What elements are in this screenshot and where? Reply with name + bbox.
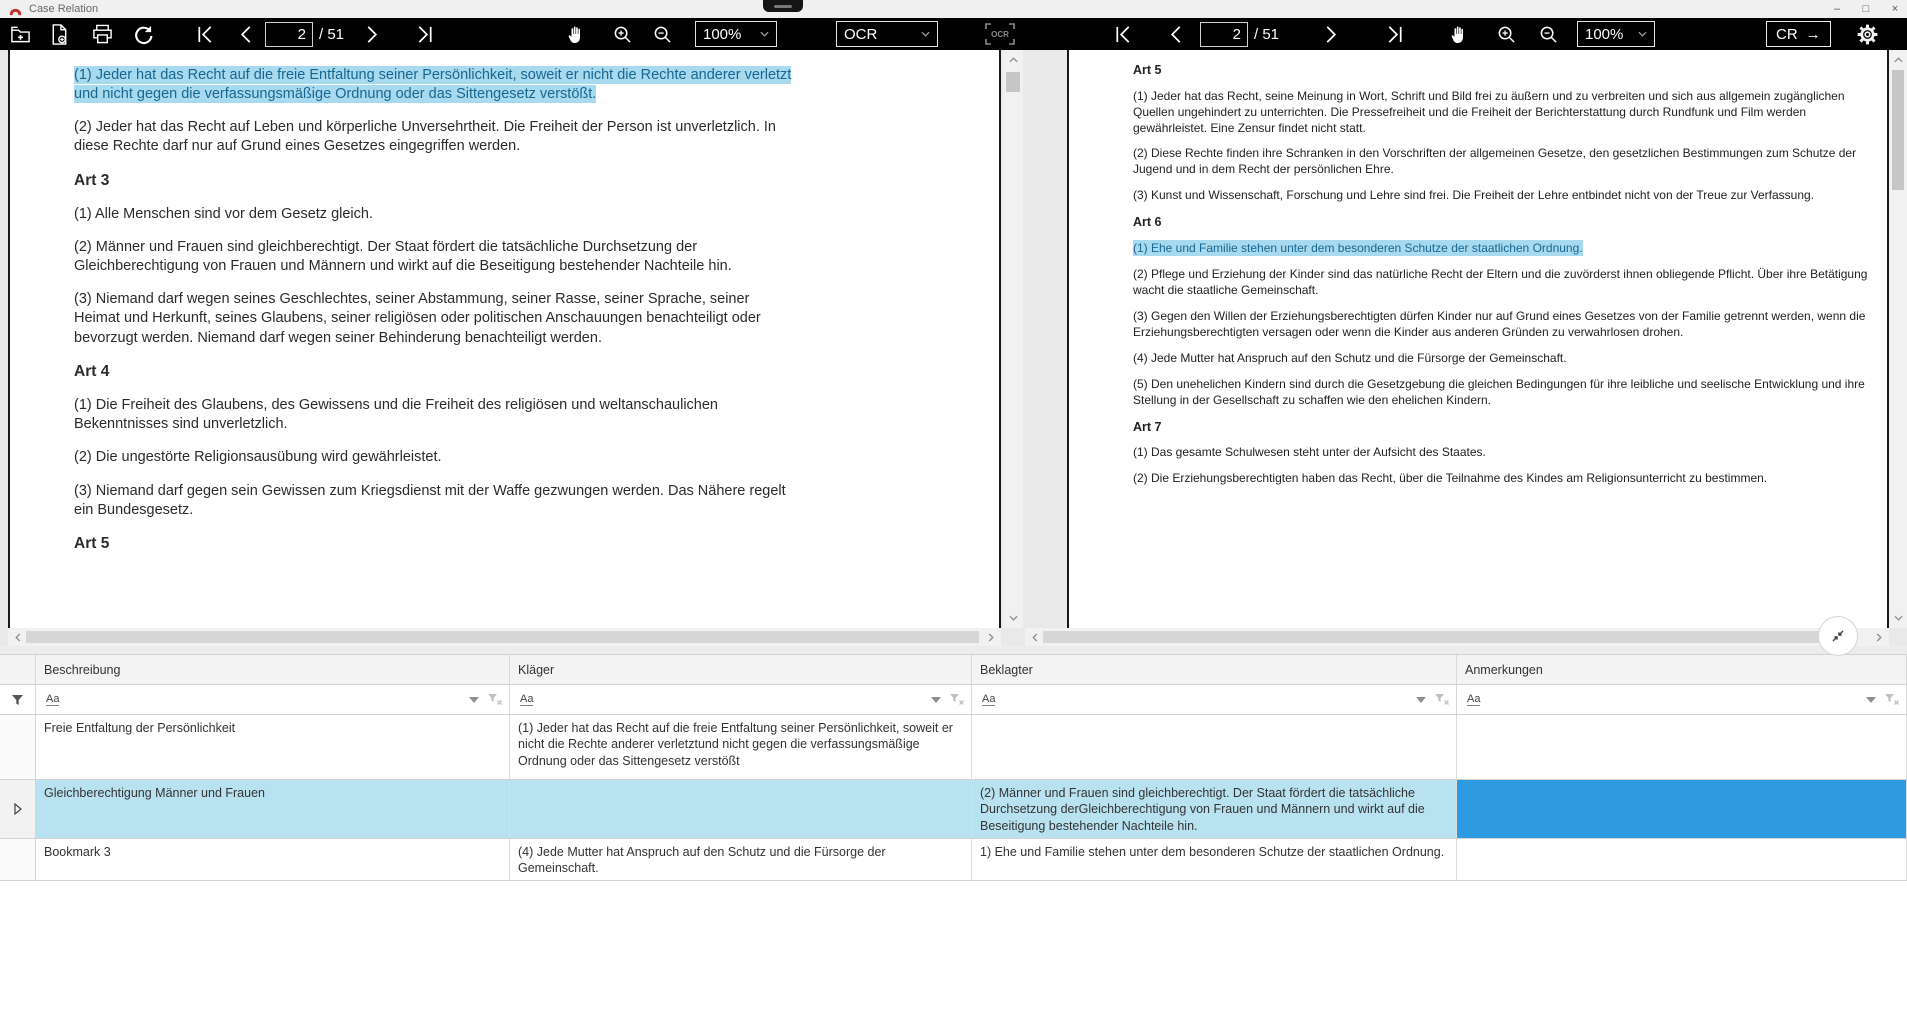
ocr-select[interactable]: OCR	[836, 18, 938, 50]
document-paragraph: (2) Die Erziehungsberechtigten haben das Recht, über die Teilnahme des Kindes am Religionsunterricht zu bestimmen.	[1133, 471, 1768, 486]
window-title: Case Relation	[29, 3, 99, 15]
prev-page-button[interactable]	[238, 18, 252, 50]
match-case-label[interactable]: Aa	[1467, 692, 1481, 705]
document-paragraph: (2) Pflege und Erziehung der Kinder sind das natürliche Recht der Eltern und die zuvörderst ihnen obliegende Pflicht. Über ihre Betätigung wacht die staatliche Gemeinschaft.	[1133, 266, 1868, 297]
last-page-button-right[interactable]	[1385, 18, 1405, 50]
document-paragraph: (2) Männer und Frauen sind gleichberechtigt. Der Staat fördert die tatsächliche Durchsetzung der Gleichberechtigung von Frauen und Männern und wirkt auf die Beseitigung bestehender Nachteile hin.	[74, 239, 732, 275]
print-button[interactable]	[92, 18, 113, 50]
right-hscroll-thumb[interactable]	[1043, 631, 1819, 643]
current-row-marker-icon	[14, 803, 22, 815]
column-filter[interactable]	[510, 685, 972, 714]
column-header[interactable]	[510, 655, 972, 684]
arrow-right-icon: →	[1805, 25, 1821, 43]
filter-dropdown-icon[interactable]	[469, 697, 479, 703]
left-hscroll-thumb[interactable]	[26, 631, 979, 643]
document-paragraph: (3) Gegen den Willen der Erziehungsberechtigten dürfen Kinder nur auf Grund eines Gesetzes von der Familie getrennt werden, wenn die Erziehungsberechtigten versagen oder wenn die Kinder aus anderen Gründen zu verwahrlosen drohen.	[1133, 308, 1866, 339]
pan-tool-button-right[interactable]	[1448, 18, 1468, 50]
document-paragraph: (1) Das gesamte Schulwesen steht unter der Aufsicht des Staates.	[1133, 445, 1486, 460]
cell-beschreibung[interactable]: Gleichberechtigung Männer und Frauen	[36, 780, 510, 838]
page-total-label: / 51	[319, 25, 345, 43]
prev-page-button-right[interactable]	[1168, 18, 1182, 50]
right-vscroll-thumb[interactable]	[1892, 70, 1904, 190]
header-gutter	[0, 655, 36, 684]
zoom-select-right[interactable]: 100%	[1577, 18, 1655, 50]
main-toolbar	[0, 18, 1907, 50]
document-paragraph: Art 5	[74, 534, 110, 552]
row-gutter[interactable]	[0, 715, 36, 779]
right-document-body	[1133, 62, 1875, 487]
cell-klaeger[interactable]	[510, 780, 972, 838]
chevron-down-icon	[1638, 31, 1647, 37]
table-row[interactable]	[0, 839, 1907, 882]
page-total-label-right: / 51	[1254, 25, 1280, 43]
relations-table	[0, 654, 1907, 881]
column-header-label: Anmerkungen	[1465, 662, 1543, 677]
document-paragraph: (2) Jeder hat das Recht auf Leben und körperliche Unversehrtheit. Die Freiheit der Person ist unverletzlich. In diese Rechte darf nur auf Grund eines Gesetzes eingegriffen werden.	[74, 119, 776, 155]
scroll-right-icon[interactable]	[1871, 629, 1887, 645]
refresh-button[interactable]	[132, 18, 154, 50]
settings-button[interactable]	[1856, 18, 1879, 50]
column-header[interactable]	[972, 655, 1457, 684]
svg-text:OCR: OCR	[991, 30, 1009, 39]
close-button[interactable]: ×	[1891, 3, 1899, 15]
column-header-label: Beschreibung	[44, 662, 121, 677]
zoom-out-button[interactable]	[653, 18, 672, 50]
title-bar	[0, 0, 1907, 18]
document-paragraph: (4) Jede Mutter hat Anspruch auf den Schutz und die Fürsorge der Gemeinschaft.	[1133, 350, 1567, 365]
chevron-down-icon	[760, 31, 769, 37]
scroll-right-icon[interactable]	[983, 629, 999, 645]
filter-gutter	[0, 685, 36, 714]
add-document-button[interactable]	[10, 18, 31, 50]
left-vscroll-thumb[interactable]	[1006, 72, 1020, 92]
zoom-in-button-right[interactable]	[1497, 18, 1516, 50]
cell-beklagter[interactable]: (2) Männer und Frauen sind gleichberechtigt. Der Staat fördert die tatsächliche Durchsetzung derGleichberechtigung von Frauen und Männern und wirkt auf die Beseitigung bestehender Nachteile hin.	[972, 780, 1457, 838]
filter-dropdown-icon[interactable]	[1416, 697, 1426, 703]
open-document-button[interactable]	[50, 18, 68, 50]
cell-anmerkungen[interactable]	[1457, 839, 1907, 881]
table-header-row	[0, 655, 1907, 685]
filter-dropdown-icon[interactable]	[1866, 697, 1876, 703]
maximize-button[interactable]: □	[1862, 3, 1870, 15]
right-vertical-scrollbar[interactable]	[1889, 50, 1907, 628]
document-paragraph: (5) Den unehelichen Kindern sind durch die Gesetzgebung die gleichen Bedingungen für ihre leibliche und seelische Entwicklung und ihre Stellung in der Gesellschaft zu schaffen wie den ehelichen Kindern.	[1133, 376, 1865, 407]
zoom-select[interactable]: 100%	[695, 18, 777, 50]
right-document-page[interactable]	[1067, 50, 1889, 628]
document-paragraph: (1) Alle Menschen sind vor dem Gesetz gleich.	[74, 205, 373, 222]
row-gutter[interactable]	[0, 839, 36, 881]
next-page-button[interactable]	[366, 18, 380, 50]
document-paragraph: (1) Die Freiheit des Glaubens, des Gewissens und die Freiheit des religiösen und weltanschaulichen Bekenntnisses sind unverletzlich.	[74, 397, 718, 433]
first-page-button-right[interactable]	[1113, 18, 1133, 50]
document-paragraph: Art 4	[74, 362, 110, 380]
document-area	[0, 50, 1907, 646]
cell-beschreibung[interactable]: Bookmark 3	[36, 839, 510, 881]
cr-button[interactable]: CR →	[1766, 18, 1831, 50]
cell-klaeger[interactable]: (1) Jeder hat das Recht auf die freie Entfaltung seiner Persönlichkeit, soweit er nicht die Rechte anderer verletztund nicht gegen die verfassungsmäßige Ordnung oder das Sittengesetz verstößt	[510, 715, 972, 779]
filter-dropdown-icon[interactable]	[931, 697, 941, 703]
column-header[interactable]	[1457, 655, 1907, 684]
document-paragraph: (1) Jeder hat das Recht, seine Meinung in Wort, Schrift und Bild frei zu äußern und zu verbreiten und sich aus allgemein zugänglichen Quellen ungehindert zu unterrichten. Die Pressefreiheit und die Freiheit der Berichterstattung durch Rundfunk und Film werden gewährleistet. Eine Zensur findet nicht statt.	[1133, 88, 1845, 135]
table-row[interactable]	[0, 715, 1907, 780]
column-header-label: Beklagter	[980, 662, 1033, 677]
cell-anmerkungen[interactable]	[1457, 715, 1907, 779]
cell-klaeger[interactable]: (4) Jede Mutter hat Anspruch auf den Schutz und die Fürsorge der Gemeinschaft.	[510, 839, 972, 881]
column-filter[interactable]	[1457, 685, 1907, 714]
table-filter-row	[0, 685, 1907, 715]
left-viewer-pane	[0, 50, 1023, 646]
document-paragraph: (1) Ehe und Familie stehen unter dem besonderen Schutze der staatlichen Ordnung.	[1133, 240, 1583, 255]
table-body	[0, 715, 1907, 881]
clear-filter-icon[interactable]	[488, 694, 503, 706]
document-paragraph: (2) Die ungestörte Religionsausübung wird gewährleistet.	[74, 449, 442, 466]
document-paragraph: (3) Niemand darf wegen seines Geschlechtes, seiner Abstammung, seiner Rasse, seiner Sprache, seiner Heimat und Herkunft, seines Glaubens, seiner religiösen oder politischen Anschauungen benachteiligt oder bevorzugt werden. Niemand darf wegen seiner Behinderung benachteiligt werden.	[74, 291, 761, 346]
scroll-down-icon[interactable]	[1005, 610, 1021, 626]
last-page-button[interactable]	[415, 18, 435, 50]
clear-filter-icon[interactable]	[1885, 694, 1900, 706]
pan-tool-button[interactable]	[565, 18, 585, 50]
next-page-button-right[interactable]	[1325, 18, 1339, 50]
column-header[interactable]	[36, 655, 510, 684]
scroll-down-icon[interactable]	[1890, 610, 1906, 626]
cell-beklagter[interactable]: 1) Ehe und Familie stehen unter dem besonderen Schutze der staatlichen Ordnung.	[972, 839, 1457, 881]
row-gutter[interactable]	[0, 780, 36, 838]
left-horizontal-scrollbar[interactable]	[8, 628, 1001, 646]
column-filter[interactable]	[972, 685, 1457, 714]
document-paragraph: Art 6	[1133, 215, 1162, 230]
cell-beschreibung[interactable]: Freie Entfaltung der Persönlichkeit	[36, 715, 510, 779]
page-number-input-right[interactable]: 2	[1200, 18, 1248, 50]
document-paragraph: (3) Niemand darf gegen sein Gewissen zum Kriegsdienst mit der Waffe gezwungen werden. Das Nähere regelt ein Bundesgesetz.	[74, 482, 786, 518]
first-page-button[interactable]	[195, 18, 215, 50]
column-header-label: Kläger	[518, 662, 555, 677]
scroll-left-icon[interactable]	[1027, 629, 1043, 645]
document-paragraph: (3) Kunst und Wissenschaft, Forschung und Lehre sind frei. Die Freiheit der Lehre entbindet nicht von der Treue zur Verfassung.	[1133, 188, 1815, 203]
filter-funnel-icon	[11, 694, 24, 706]
cell-anmerkungen[interactable]	[1457, 780, 1907, 838]
document-paragraph: (2) Diese Rechte finden ihre Schranken in den Vorschriften der allgemeinen Gesetze, den gesetzlichen Bestimmungen zum Schutze der Jugend und in dem Recht der persönlichen Ehre.	[1133, 146, 1857, 177]
clear-filter-icon[interactable]	[950, 694, 965, 706]
right-horizontal-scrollbar[interactable]	[1025, 628, 1889, 646]
column-filter[interactable]	[36, 685, 510, 714]
match-case-label[interactable]: Aa	[982, 692, 996, 705]
right-viewer-pane	[1023, 50, 1907, 646]
minimize-button[interactable]: –	[1833, 3, 1841, 15]
chevron-down-icon	[921, 31, 930, 37]
ocr-area-button[interactable]	[985, 18, 1015, 50]
page-number-input[interactable]: 2	[265, 18, 313, 50]
cell-beklagter[interactable]	[972, 715, 1457, 779]
zoom-out-button-right[interactable]	[1539, 18, 1558, 50]
scroll-up-icon[interactable]	[1890, 52, 1906, 68]
document-paragraph: (1) Jeder hat das Recht auf die freie Entfaltung seiner Persönlichkeit, soweit er nicht die Rechte anderer verletzt und nicht gegen die verfassungsmäßige Ordnung oder das Sittengesetz verstößt.	[74, 67, 792, 103]
collapse-viewer-button[interactable]	[1818, 616, 1858, 656]
document-paragraph: Art 3	[74, 171, 110, 189]
table-gap	[0, 646, 1907, 654]
left-document-body	[74, 66, 799, 554]
clear-filter-icon[interactable]	[1435, 694, 1450, 706]
left-document-page[interactable]	[8, 50, 1001, 628]
left-vertical-scrollbar[interactable]	[1003, 50, 1023, 628]
zoom-in-button[interactable]	[613, 18, 632, 50]
app-logo-icon	[9, 3, 22, 16]
document-paragraph: Art 7	[1133, 419, 1162, 434]
document-paragraph: Art 5	[1133, 63, 1162, 77]
window-drag-handle[interactable]	[763, 0, 803, 12]
table-row[interactable]	[0, 780, 1907, 839]
match-case-label[interactable]: Aa	[46, 692, 60, 705]
scroll-left-icon[interactable]	[10, 629, 26, 645]
scroll-up-icon[interactable]	[1005, 52, 1021, 68]
match-case-label[interactable]: Aa	[520, 692, 534, 705]
